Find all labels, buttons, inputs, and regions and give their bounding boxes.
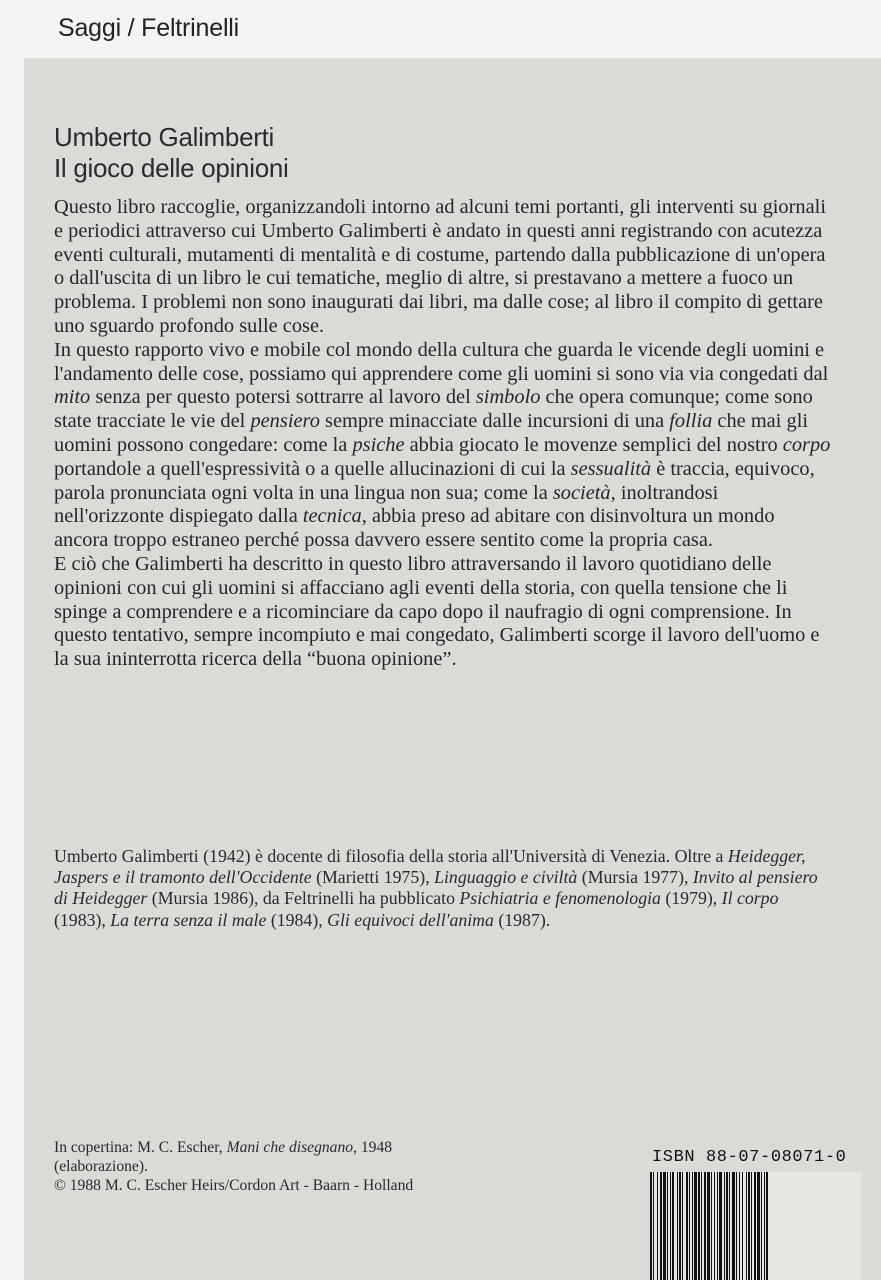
book-title: Il gioco delle opinioni: [54, 153, 289, 183]
series-label: Saggi / Feltrinelli: [58, 14, 240, 42]
text-run: , inoltrandosi nell'orizzonte dispiegato dalla: [54, 481, 719, 528]
italic-term: Il corpo: [721, 888, 779, 909]
text-run: (1984),: [266, 909, 328, 930]
text-run: (1979),: [660, 888, 722, 909]
italic-term: pensiero: [250, 410, 320, 433]
author-bio: [54, 846, 834, 931]
italic-term: sessualità: [570, 457, 652, 480]
isbn-label: ISBN 88-07-08071-0: [652, 1148, 847, 1167]
italic-term: società: [552, 481, 611, 504]
cover-credit: [54, 1138, 574, 1195]
cover-credit-line: [54, 1138, 574, 1157]
cover-note: (elaborazione).: [54, 1158, 148, 1175]
text-run: In questo rapporto vivo e mobile col mondo della cultura che guarda le vicende degli uomini e l'andamento delle cose, possiamo qui apprendere come gli uomini si sono via via congedati dal: [54, 338, 829, 385]
text-run: che mai gli uomini possono congedare: come la: [54, 410, 809, 456]
text-run: (1983),: [54, 909, 111, 930]
text-run: abbia giocato le movenze semplici del nostro: [404, 433, 783, 456]
cover-prefix: In copertina: M. C. Escher,: [54, 1139, 227, 1156]
cover-year: , 1948: [353, 1139, 393, 1156]
blurb-paragraph-3: E ciò che Galimberti ha descritto in questo libro attraversando il lavoro quotidiano delle opinioni con cui gli uomini si affacciano agli eventi della storia, con quella tensione che li spinge a comprendere e a ricominciare da capo dopo il naufragio di ogni comprensione. In questo tentativo, sempre incompiuto e mai congedato, Galimberti scorge il lavoro dell'uomo e la sua ininterrotta ricerca della “buona opinione”.: [54, 552, 820, 671]
cover-work: Mani che disegnano: [226, 1139, 354, 1156]
text-run: (Mursia 1986), da Feltrinelli ha pubblicato: [147, 888, 460, 909]
italic-term: psiche: [352, 433, 405, 456]
text-run: è traccia, equivoco, parola pronunciata ogni volta in una lingua non sua; come la: [54, 457, 815, 504]
text-run: portandole a quell'espressività o a quelle allucinazioni di cui la: [54, 457, 571, 480]
text-run: (Mursia 1977),: [577, 867, 693, 888]
italic-term: Psichiatria e fenomenologia: [459, 888, 661, 909]
italic-term: La terra senza il male: [110, 909, 267, 930]
blurb-paragraph-2: [54, 339, 831, 553]
text-run: Umberto Galimberti (1942) è docente di filosofia della storia all'Università di Venezia. Oltre a: [54, 846, 728, 866]
italic-term: follia: [669, 410, 713, 433]
text-run: sempre minacciate dalle incursioni di una: [319, 410, 670, 433]
italic-term: Invito al pensiero di Heidegger: [54, 867, 818, 909]
text-run: senza per questo potersi sottrarre al lavoro del: [90, 386, 476, 409]
copyright-line: © 1988 M. C. Escher Heirs/Cordon Art - Baarn - Holland: [54, 1177, 414, 1194]
italic-term: simbolo: [475, 386, 541, 409]
blurb: [54, 196, 831, 672]
text-run: , abbia preso ad abitare con disinvoltura un mondo ancora troppo estraneo perché possa davvero essere sentito come la propria casa.: [54, 505, 775, 552]
barcode: [650, 1172, 861, 1280]
blurb-paragraph-1: Questo libro raccoglie, organizzandoli intorno ad alcuni temi portanti, gli interventi su giornali e periodici attraverso cui Umberto Galimberti è andato in questi anni registrando con acutezza eventi culturali, mutamenti di mentalità e di costume, partendo dalla pubblicazione di un'opera o dall'uscita di un libro le cui tematiche, meglio di altre, si prestavano a mettere a fuoco un problema. I problemi non sono inaugurati dai libri, ma dalle cose; al libro il compito di gettare uno sguardo profondo sulle cose.: [54, 196, 826, 337]
italic-term: Heidegger, Jaspers e il tramonto dell'Occidente: [54, 846, 806, 888]
italic-term: corpo: [782, 433, 831, 456]
text-run: (Marietti 1975),: [311, 867, 435, 888]
text-run: (1987).: [493, 909, 551, 930]
barcode-bar: [766, 1172, 768, 1280]
author-name: Umberto Galimberti: [54, 122, 274, 152]
text-run: che opera comunque; come sono state tracciate le vie del: [54, 386, 813, 433]
italic-term: mito: [54, 386, 91, 409]
italic-term: Linguaggio e civiltà: [434, 867, 578, 888]
italic-term: Gli equivoci dell'anima: [327, 909, 494, 930]
italic-term: tecnica: [302, 505, 362, 528]
